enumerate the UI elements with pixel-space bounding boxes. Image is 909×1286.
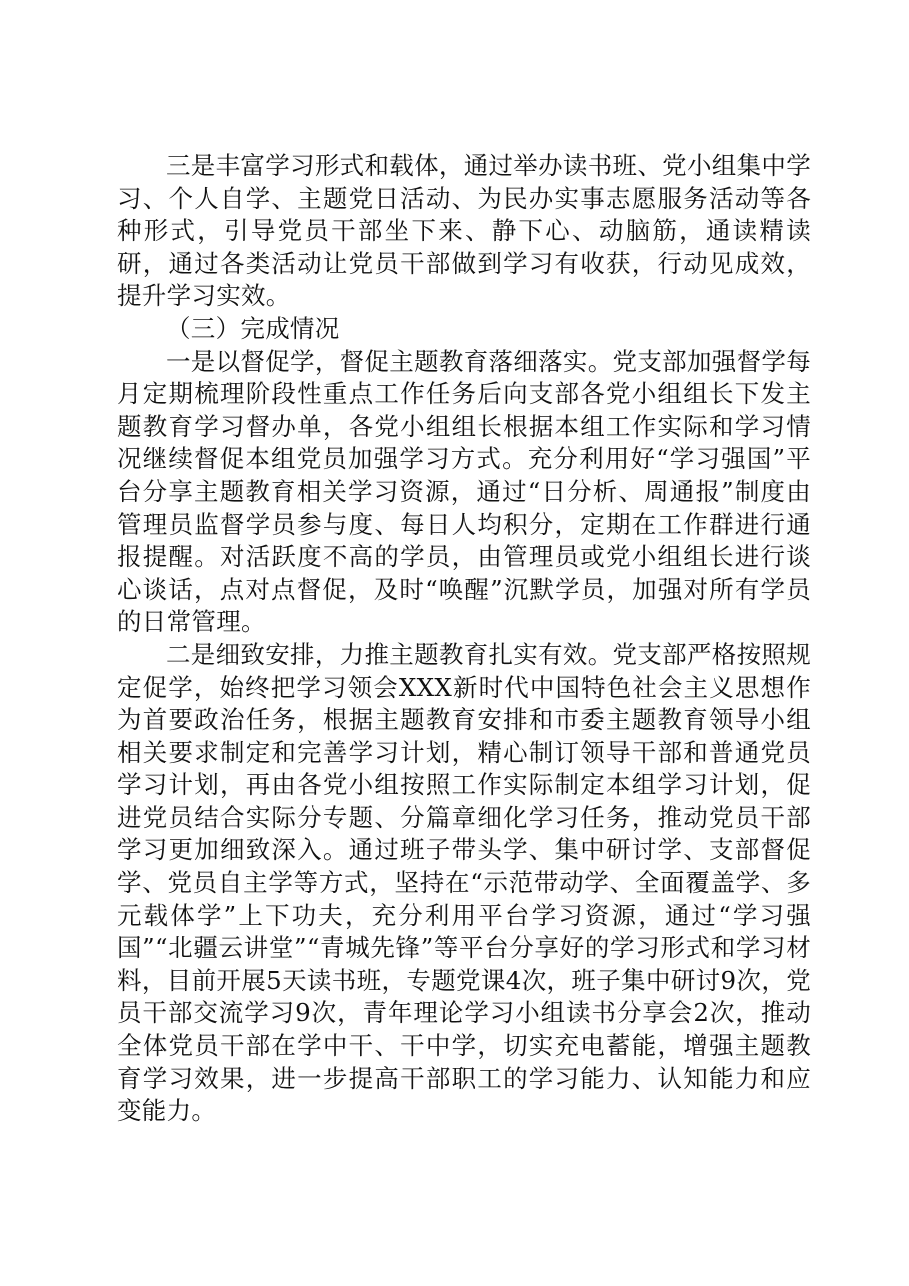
paragraph-supervision: 一是以督促学，督促主题教育落细落实。党支部加强督学每月定期梳理阶段性重点工作任务后向支部各党小组组长下发主题教育学习督办单，各党小组组长根据本组工作实际和学习情况继续督促本组党员加强学习方式。充分利用好“学习强国”平台分享主题教育相关学习资源，通过“日分析、周通报”制度由管理员监督学员参与度、每日人均积分，定期在工作群进行通报提醒。对活跃度不高的学员，由管理员或党小组组长进行谈心谈话，点对点督促，及时“唤醒”沉默学员，加强对所有学员的日常管理。 xyxy=(117,346,811,637)
section-heading-completion: （三）完成情况 xyxy=(166,313,340,343)
document-body xyxy=(117,150,811,1128)
paragraph-learning-forms: 三是丰富学习形式和载体，通过举办读书班、党小组集中学习、个人自学、主题党日活动、为民办实事志愿服务活动等各种形式，引导党员干部坐下来、静下心、动脑筋，通读精读研，通过各类活动让党员干部做到学习有收获，行动见成效，提升学习实效。 xyxy=(117,151,811,311)
paragraph-arrangement: 二是细致安排，力推主题教育扎实有效。党支部严格按照规定促学，始终把学习领会XXX新时代中国特色社会主义思想作为首要政治任务，根据主题教育安排和市委主题教育领导小组相关要求制定和完善学习计划，精心制订领导干部和普通党员学习计划，再由各党小组按照工作实际制定本组学习计划，促进党员结合实际分专题、分篇章细化学习任务，推动党员干部学习更加细致深入。通过班子带头学、集中研讨学、支部督促学、党员自主学等方式，坚持在“示范带动学、全面覆盖学、多元载体学”上下功夫，充分利用平台学习资源，通过“学习强国”“北疆云讲堂”“青城先锋”等平台分享好的学习形式和学习材料，目前开展5天读书班，专题党课4次，班子集中研讨9次，党员干部交流学习9次，青年理论学习小组读书分享会2次，推动全体党员干部在学中干、干中学，切实充电蓄能，增强主题教育学习效果，进一步提高干部职工的学习能力、认知能力和应变能力。 xyxy=(117,639,812,1126)
